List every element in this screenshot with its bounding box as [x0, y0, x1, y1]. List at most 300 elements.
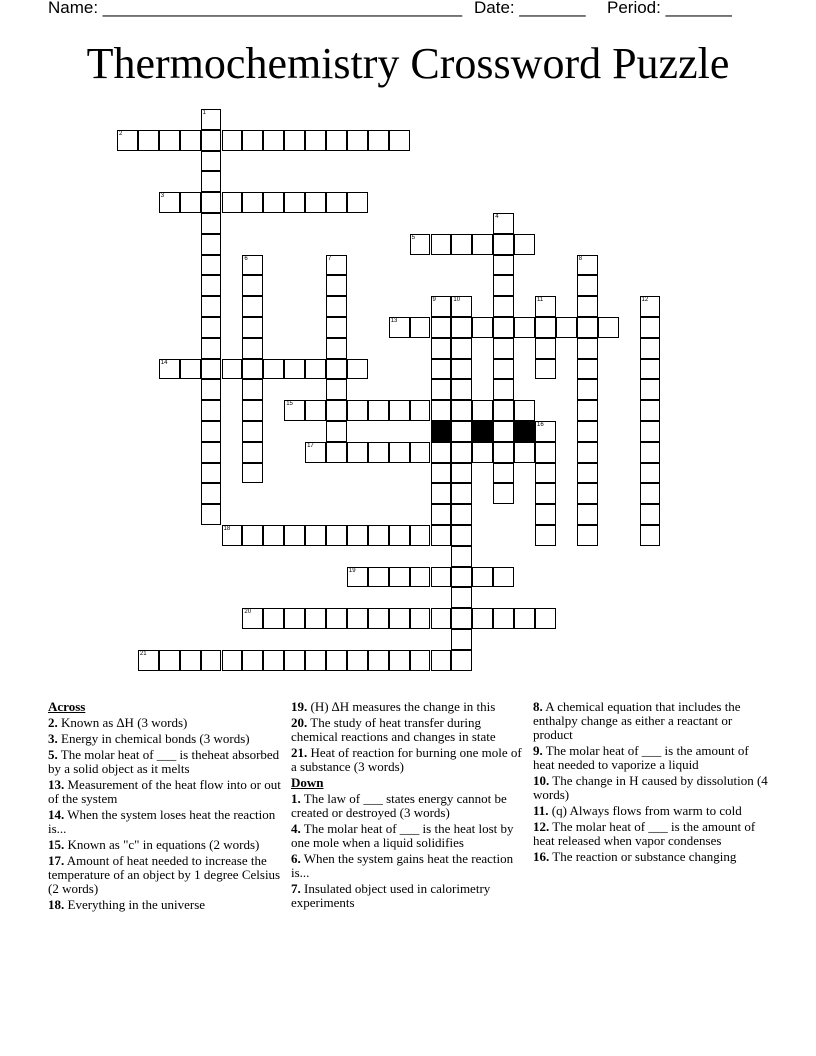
crossword-cell[interactable] — [493, 296, 514, 317]
clue-text: When the system gains heat the reaction is... — [291, 851, 514, 880]
crossword-cell[interactable] — [640, 463, 661, 484]
name-field[interactable]: Name: ______________________________________ — [48, 0, 463, 17]
clue-number: 14. — [48, 807, 65, 822]
crossword-cell[interactable] — [598, 317, 619, 338]
crossword-cell[interactable] — [410, 317, 431, 338]
crossword-cell[interactable] — [326, 255, 347, 276]
crossword-cell[interactable] — [368, 130, 389, 151]
crossword-cell[interactable] — [368, 525, 389, 546]
clue-text: The reaction or substance changing — [549, 849, 737, 864]
crossword-cell[interactable] — [305, 608, 326, 629]
crossword-cell[interactable] — [431, 234, 452, 255]
crossword-cell[interactable] — [242, 379, 263, 400]
crossword-cell[interactable] — [410, 567, 431, 588]
crossword-cell[interactable] — [326, 130, 347, 151]
clue-number-label: 17 — [307, 442, 314, 449]
crossword-cell[interactable] — [284, 608, 305, 629]
crossword-cell[interactable] — [347, 442, 368, 463]
clue-number: 13. — [48, 777, 65, 792]
crossword-cell[interactable] — [138, 650, 159, 671]
crossword-cell[interactable] — [577, 504, 598, 525]
clue-number: 21. — [291, 745, 308, 760]
clue-text: The study of heat transfer during chemical reactions and changes in state — [291, 715, 496, 744]
clue-number: 10. — [533, 773, 550, 788]
clue-text: The molar heat of ___ is the amount of heat released when vapor condenses — [533, 819, 756, 848]
crossword-cell[interactable] — [535, 525, 556, 546]
clue-item — [48, 778, 284, 806]
crossword-cell[interactable] — [451, 650, 472, 671]
across-heading: Across — [48, 699, 86, 714]
crossword-cell[interactable] — [577, 525, 598, 546]
crossword-cell[interactable] — [577, 463, 598, 484]
crossword-cell[interactable] — [493, 442, 514, 463]
crossword-cell[interactable] — [305, 525, 326, 546]
crossword-cell[interactable] — [326, 317, 347, 338]
crossword-cell[interactable] — [347, 400, 368, 421]
crossword-cell[interactable] — [201, 504, 222, 525]
crossword-cell[interactable] — [431, 379, 452, 400]
crossword-cell[interactable] — [472, 608, 493, 629]
crossword-cell[interactable] — [640, 379, 661, 400]
crossword-cell[interactable] — [472, 400, 493, 421]
crossword-cell[interactable] — [577, 338, 598, 359]
crossword-cell[interactable] — [556, 317, 577, 338]
clue-item — [291, 746, 525, 774]
crossword-cell[interactable] — [431, 442, 452, 463]
crossword-cell[interactable] — [201, 442, 222, 463]
clue-text: Everything in the universe — [64, 897, 206, 912]
crossword-cell[interactable] — [326, 525, 347, 546]
crossword-cell[interactable] — [451, 587, 472, 608]
crossword-cell[interactable] — [535, 317, 556, 338]
crossword-cell[interactable] — [451, 442, 472, 463]
crossword-cell[interactable] — [368, 650, 389, 671]
clue-number: 2. — [48, 715, 58, 730]
crossword-cell[interactable] — [514, 608, 535, 629]
crossword-cell[interactable] — [201, 109, 222, 130]
crossword-cell[interactable] — [201, 400, 222, 421]
crossword-cell[interactable] — [263, 130, 284, 151]
crossword-cell[interactable] — [305, 442, 326, 463]
crossword-cell[interactable] — [389, 317, 410, 338]
crossword-cell[interactable] — [577, 359, 598, 380]
crossword-cell[interactable] — [326, 650, 347, 671]
clue-number-label: 6 — [244, 255, 248, 262]
crossword-cell[interactable] — [493, 338, 514, 359]
crossword-cell[interactable] — [159, 359, 180, 380]
crossword-cell[interactable] — [493, 379, 514, 400]
crossword-cell[interactable] — [640, 421, 661, 442]
crossword-cell[interactable] — [577, 317, 598, 338]
crossword-cell[interactable] — [451, 400, 472, 421]
crossword-cell[interactable] — [347, 567, 368, 588]
crossword-cell[interactable] — [410, 442, 431, 463]
crossword-cell[interactable] — [347, 359, 368, 380]
crossword-cell[interactable] — [577, 275, 598, 296]
crossword-cell[interactable] — [535, 296, 556, 317]
crossword-cell[interactable] — [431, 463, 452, 484]
crossword-cell[interactable] — [201, 296, 222, 317]
crossword-cell[interactable] — [242, 608, 263, 629]
clue-number-label: 20 — [244, 609, 252, 616]
crossword-cell[interactable] — [347, 192, 368, 213]
crossword-cell[interactable] — [201, 338, 222, 359]
black-square — [431, 421, 452, 442]
crossword-cell[interactable] — [451, 546, 472, 567]
crossword-cell[interactable] — [431, 296, 452, 317]
crossword-cell[interactable] — [431, 567, 452, 588]
clue-number: 11. — [533, 803, 549, 818]
clue-number: 4. — [291, 821, 301, 836]
crossword-cell[interactable] — [326, 338, 347, 359]
clue-text: Amount of heat needed to increase the temperature of an object by 1 degree Celsius (2 words) — [48, 853, 281, 896]
crossword-cell[interactable] — [368, 442, 389, 463]
clue-number-label: 10 — [453, 297, 461, 304]
black-square — [472, 421, 493, 442]
crossword-cell[interactable] — [577, 379, 598, 400]
crossword-cell[interactable] — [117, 130, 138, 151]
crossword-cell[interactable] — [305, 650, 326, 671]
crossword-cell[interactable] — [640, 338, 661, 359]
clue-item — [291, 716, 525, 744]
clue-number: 18. — [48, 897, 65, 912]
crossword-cell[interactable] — [577, 255, 598, 276]
crossword-cell[interactable] — [284, 650, 305, 671]
crossword-cell[interactable] — [451, 567, 472, 588]
crossword-cell[interactable] — [284, 192, 305, 213]
crossword-cell[interactable] — [263, 192, 284, 213]
clue-item — [291, 822, 525, 850]
crossword-cell[interactable] — [472, 234, 493, 255]
crossword-cell[interactable] — [451, 463, 472, 484]
crossword-cell[interactable] — [451, 421, 472, 442]
clue-number-label: 16 — [537, 422, 544, 428]
crossword-cell[interactable] — [577, 296, 598, 317]
crossword-cell[interactable] — [305, 359, 326, 380]
crossword-cell[interactable] — [242, 650, 263, 671]
clue-number: 7. — [291, 881, 301, 896]
crossword-cell[interactable] — [180, 192, 201, 213]
crossword-cell[interactable] — [577, 442, 598, 463]
clues-column-2 — [291, 700, 525, 912]
crossword-cell[interactable] — [640, 359, 661, 380]
crossword-cell[interactable] — [410, 650, 431, 671]
crossword-cell[interactable] — [201, 192, 222, 213]
crossword-cell[interactable] — [201, 379, 222, 400]
crossword-cell[interactable] — [493, 213, 514, 234]
crossword-cell[interactable] — [493, 317, 514, 338]
crossword-cell[interactable] — [535, 338, 556, 359]
crossword-cell[interactable] — [305, 192, 326, 213]
crossword-cell[interactable] — [493, 567, 514, 588]
crossword-cell[interactable] — [577, 421, 598, 442]
crossword-cell[interactable] — [472, 567, 493, 588]
clue-number: 15. — [48, 837, 65, 852]
clue-number: 17. — [48, 853, 65, 868]
crossword-cell[interactable] — [263, 359, 284, 380]
crossword-cell[interactable] — [222, 359, 243, 380]
crossword-cell[interactable] — [201, 650, 222, 671]
crossword-cell[interactable] — [222, 192, 243, 213]
clue-text: Heat of reaction for burning one mole of a substance (3 words) — [291, 745, 522, 774]
crossword-cell[interactable] — [201, 130, 222, 151]
clue-item — [291, 882, 525, 910]
crossword-cell[interactable] — [326, 192, 347, 213]
crossword-cell[interactable] — [222, 130, 243, 151]
clue-number-label: 9 — [432, 297, 436, 304]
clue-number-label: 21 — [139, 650, 147, 657]
crossword-cell[interactable] — [263, 608, 284, 629]
clue-number-label: 7 — [328, 255, 332, 262]
date-field[interactable]: Date: _______ — [474, 0, 586, 17]
crossword-cell[interactable] — [326, 442, 347, 463]
crossword-cell[interactable] — [493, 359, 514, 380]
crossword-cell[interactable] — [493, 483, 514, 504]
clue-item — [291, 700, 525, 714]
crossword-cell[interactable] — [535, 442, 556, 463]
clue-number-label: 19 — [348, 567, 356, 574]
crossword-cell[interactable] — [389, 608, 410, 629]
crossword-cell[interactable] — [431, 359, 452, 380]
crossword-cell[interactable] — [451, 504, 472, 525]
crossword-cell[interactable] — [326, 296, 347, 317]
crossword-cell[interactable] — [493, 400, 514, 421]
clue-item — [48, 898, 284, 912]
crossword-cell[interactable] — [368, 567, 389, 588]
crossword-cell[interactable] — [493, 255, 514, 276]
down-heading: Down — [291, 775, 324, 790]
crossword-cell[interactable] — [410, 400, 431, 421]
crossword-cell[interactable] — [201, 234, 222, 255]
clue-number-label: 12 — [641, 297, 649, 304]
crossword-cell[interactable] — [242, 525, 263, 546]
crossword-cell[interactable] — [347, 130, 368, 151]
crossword-cell[interactable] — [242, 296, 263, 317]
clue-number-label: 8 — [578, 255, 583, 262]
crossword-cell[interactable] — [242, 442, 263, 463]
crossword-cell[interactable] — [201, 359, 222, 380]
crossword-cell[interactable] — [326, 379, 347, 400]
crossword-cell[interactable] — [242, 338, 263, 359]
crossword-cell[interactable] — [431, 317, 452, 338]
crossword-cell[interactable] — [640, 504, 661, 525]
page-title: Thermochemistry Crossword Puzzle — [86, 39, 730, 88]
crossword-cell[interactable] — [326, 400, 347, 421]
crossword-cell[interactable] — [347, 650, 368, 671]
crossword-cell[interactable] — [514, 400, 535, 421]
crossword-cell[interactable] — [326, 421, 347, 442]
crossword-cell[interactable] — [535, 359, 556, 380]
clue-item — [533, 774, 769, 802]
crossword-cell[interactable] — [389, 130, 410, 151]
crossword-cell[interactable] — [389, 650, 410, 671]
crossword-cell[interactable] — [389, 442, 410, 463]
crossword-cell[interactable] — [368, 608, 389, 629]
crossword-cell[interactable] — [242, 359, 263, 380]
clue-item — [48, 732, 284, 746]
clue-number: 8. — [533, 699, 543, 714]
crossword-cell[interactable] — [326, 608, 347, 629]
crossword-cell[interactable] — [472, 317, 493, 338]
crossword-cell[interactable] — [410, 525, 431, 546]
crossword-cell[interactable] — [493, 463, 514, 484]
crossword-cell[interactable] — [514, 317, 535, 338]
across-clue-list — [48, 716, 284, 912]
across-clue-list-continued — [291, 700, 525, 774]
crossword-cell[interactable] — [640, 317, 661, 338]
crossword-cell[interactable] — [159, 650, 180, 671]
crossword-cell[interactable] — [347, 525, 368, 546]
clue-text: The molar heat of ___ is the amount of heat needed to vaporize a liquid — [533, 743, 749, 772]
crossword-cell[interactable] — [640, 525, 661, 546]
crossword-cell[interactable] — [451, 317, 472, 338]
crossword-cell[interactable] — [640, 296, 661, 317]
crossword-cell[interactable] — [389, 525, 410, 546]
crossword-cell[interactable] — [201, 255, 222, 276]
crossword-cell[interactable] — [431, 608, 452, 629]
crossword-cell[interactable] — [431, 650, 452, 671]
crossword-cell[interactable] — [284, 130, 305, 151]
clue-item — [48, 838, 284, 852]
crossword-cell[interactable] — [201, 463, 222, 484]
crossword-cell[interactable] — [347, 608, 368, 629]
crossword-cell[interactable] — [222, 650, 243, 671]
crossword-cell[interactable] — [180, 130, 201, 151]
crossword-cell[interactable] — [431, 400, 452, 421]
crossword-cell[interactable] — [493, 234, 514, 255]
crossword-cell[interactable] — [410, 234, 431, 255]
crossword-cell[interactable] — [535, 504, 556, 525]
crossword-cell[interactable] — [451, 379, 472, 400]
clue-item — [48, 854, 284, 896]
crossword-cell[interactable] — [535, 421, 556, 442]
crossword-cell[interactable] — [389, 567, 410, 588]
crossword-cell[interactable] — [242, 192, 263, 213]
crossword-cell[interactable] — [263, 525, 284, 546]
clue-text: Measurement of the heat flow into or out of the system — [48, 777, 281, 806]
crossword-cell[interactable] — [493, 421, 514, 442]
crossword-cell[interactable] — [242, 255, 263, 276]
crossword-cell[interactable] — [242, 400, 263, 421]
crossword-cell[interactable] — [180, 359, 201, 380]
crossword-cell[interactable] — [305, 130, 326, 151]
crossword-cell[interactable] — [577, 400, 598, 421]
crossword-cell[interactable] — [410, 608, 431, 629]
period-field[interactable]: Period: _______ — [607, 0, 732, 17]
crossword-cell[interactable] — [201, 275, 222, 296]
clue-number-label: 2 — [119, 130, 123, 137]
crossword-cell[interactable] — [431, 338, 452, 359]
crossword-cell[interactable] — [431, 483, 452, 504]
crossword-cell[interactable] — [472, 442, 493, 463]
crossword-cell[interactable] — [201, 151, 222, 172]
crossword-cell[interactable] — [326, 359, 347, 380]
crossword-cell[interactable] — [493, 608, 514, 629]
clue-item — [533, 820, 769, 848]
crossword-cell[interactable] — [201, 171, 222, 192]
clue-item — [533, 804, 769, 818]
crossword-cell[interactable] — [535, 608, 556, 629]
clue-number: 12. — [533, 819, 550, 834]
crossword-cell[interactable] — [242, 130, 263, 151]
clue-text: The molar heat of ___ is the heat lost by one mole when a liquid solidifies — [291, 821, 514, 850]
crossword-cell[interactable] — [159, 130, 180, 151]
crossword-cell[interactable] — [201, 483, 222, 504]
crossword-cell[interactable] — [535, 483, 556, 504]
crossword-cell[interactable] — [305, 400, 326, 421]
crossword-cell[interactable] — [514, 442, 535, 463]
crossword-cell[interactable] — [451, 608, 472, 629]
crossword-cell[interactable] — [451, 234, 472, 255]
crossword-cell[interactable] — [451, 338, 472, 359]
crossword-cell[interactable] — [201, 421, 222, 442]
crossword-cell[interactable] — [451, 629, 472, 650]
crossword-cell[interactable] — [222, 525, 243, 546]
clue-number-label: 15 — [286, 401, 293, 408]
clue-text: (q) Always flows from warm to cold — [548, 803, 742, 818]
clue-text: (H) ∆H measures the change in this — [307, 699, 496, 714]
crossword-cell[interactable] — [514, 234, 535, 255]
clue-text: A chemical equation that includes the enthalpy change as either a reactant or product — [533, 699, 741, 742]
crossword-cell[interactable] — [389, 400, 410, 421]
clue-text: Energy in chemical bonds (3 words) — [57, 731, 250, 746]
clue-number-label: 18 — [223, 526, 231, 532]
crossword-cell[interactable] — [242, 463, 263, 484]
crossword-cell[interactable] — [159, 192, 180, 213]
crossword-cell[interactable] — [640, 483, 661, 504]
crossword-cell[interactable] — [451, 483, 472, 504]
crossword-cell[interactable] — [284, 400, 305, 421]
crossword-cell[interactable] — [284, 359, 305, 380]
crossword-cell[interactable] — [431, 525, 452, 546]
crossword-cell[interactable] — [577, 483, 598, 504]
crossword-cell[interactable] — [138, 130, 159, 151]
clue-item — [291, 792, 525, 820]
clue-number: 3. — [48, 731, 58, 746]
crossword-cell[interactable] — [640, 400, 661, 421]
clues-column-3 — [533, 700, 769, 866]
crossword-cell[interactable] — [242, 421, 263, 442]
crossword-cell[interactable] — [201, 213, 222, 234]
crossword-cell[interactable] — [451, 296, 472, 317]
crossword-cell[interactable] — [451, 525, 472, 546]
crossword-cell[interactable] — [284, 525, 305, 546]
down-clue-list — [291, 792, 525, 910]
crossword-cell[interactable] — [640, 442, 661, 463]
crossword-cell[interactable] — [201, 317, 222, 338]
clue-item — [48, 716, 284, 730]
crossword-cell[interactable] — [263, 650, 284, 671]
crossword-cell[interactable] — [180, 650, 201, 671]
clue-number-label: 14 — [160, 359, 168, 366]
crossword-cell[interactable] — [493, 275, 514, 296]
clue-number: 16. — [533, 849, 550, 864]
crossword-cell[interactable] — [451, 359, 472, 380]
clue-number-label: 3 — [160, 193, 165, 200]
crossword-cell[interactable] — [368, 400, 389, 421]
crossword-cell[interactable] — [535, 463, 556, 484]
clue-text: The law of ___ states energy cannot be created or destroyed (3 words) — [291, 791, 507, 820]
crossword-cell[interactable] — [242, 317, 263, 338]
crossword-cell[interactable] — [431, 504, 452, 525]
crossword-cell[interactable] — [326, 275, 347, 296]
clue-text: The change in H caused by dissolution (4 words) — [533, 773, 768, 802]
clue-number-label: 4 — [495, 214, 499, 220]
crossword-cell[interactable] — [242, 275, 263, 296]
clue-item — [48, 748, 284, 776]
clues-column-1 — [48, 700, 284, 914]
clue-number: 5. — [48, 747, 58, 762]
